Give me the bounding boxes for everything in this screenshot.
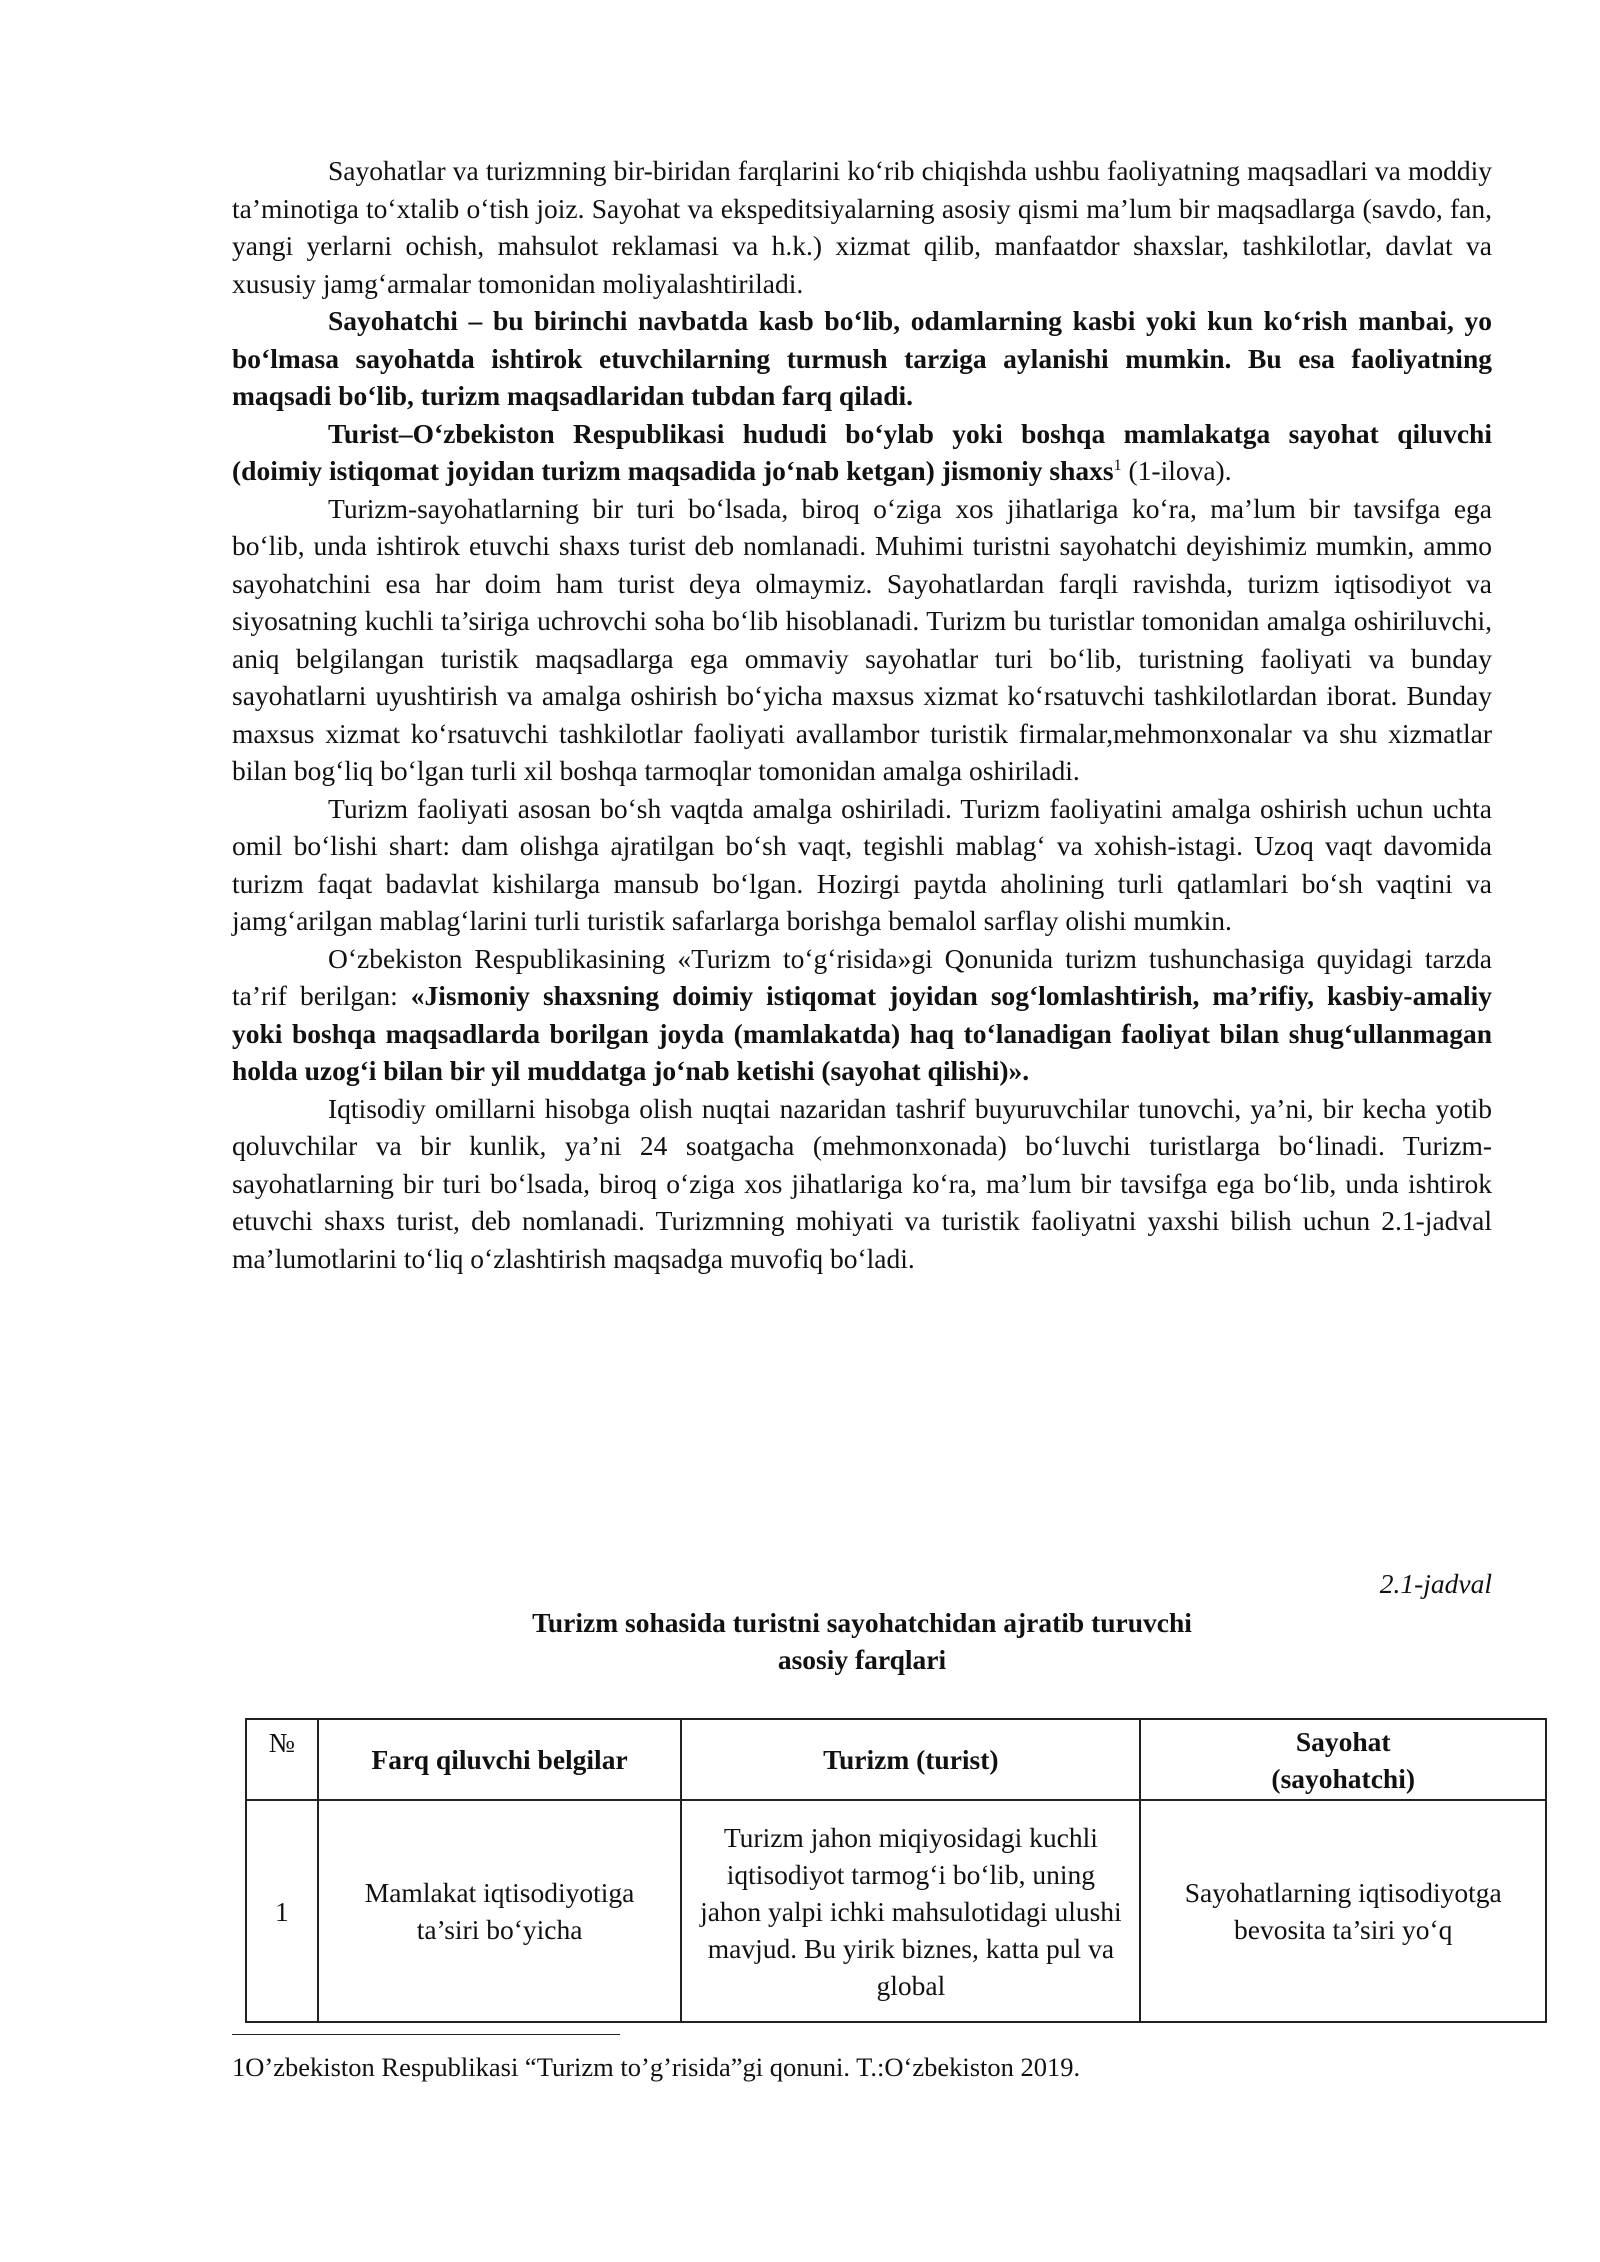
footnote-ref[interactable]: 1 (1113, 457, 1122, 474)
paragraph-6 (232, 940, 1492, 1090)
header-features: Farq qiluvchi belgilar (318, 1719, 681, 1800)
differences-table (245, 1718, 1547, 2023)
table-title-line-1: Turizm sohasida turistni sayohatchidan ajratib turuvchi (532, 1607, 1192, 1638)
table-title (232, 1604, 1492, 1678)
header-travel-line-1: Sayohat (1295, 1725, 1391, 1757)
paragraph-4: Turizm-sayohatlarning bir turi bo‘lsada, biroq o‘ziga xos jihatlariga ko‘ra, ma’lum bir tavsifga ega bo‘lib, unda ishtirok etuvchi shaxs turist deb nomlanadi. Muhimi turistni sayohatchi deyishimiz mumkin, ammo sayohatchini esa har doim ham turist deya olmaymiz. Sayohatlardan farqli ravishda, turizm iqtisodiyot va siyosatning kuchli ta’siriga uchrovchi soha bo‘lib hisoblanadi. Turizm bu turistlar tomonidan amalga oshiriluvchi, aniq belgilangan turistik maqsadlarga ega ommaviy sayohatlar turi bo‘lib, turistning faoliyati va bunday sayohatlarni uyushtirish va amalga oshirish bo‘yicha maxsus xizmat ko‘rsatuvchi tashkilotlardan iborat. Bunday maxsus xizmat ko‘rsatuvchi tashkilotlar faoliyati avallambor turistik firmalar,mehmonxonalar va shu xizmatlar bilan bog‘liq bo‘lgan turli xil boshqa tarmoqlar tomonidan amalga oshiriladi. (232, 492, 1492, 786)
paragraph-1: Sayohatlar va turizmning bir-biridan farqlarini ko‘rib chiqishda ushbu faoliyatning maqsadlari va moddiy ta’minotiga to‘xtalib o‘tish joiz. Sayohat va ekspeditsiyalarning asosiy qismi ma’lum bir maqsadlarga (savdo, fan, yangi yerlarni ochish, mahsulot reklamasi va h.k.) xizmat qilib, manfaatdor shaxslar, tashkilotlar, davlat va xususiy jamg‘armalar tomonidan moliyalashtiriladi. (232, 155, 1492, 299)
paragraph-3-tail: (1-ilova). (1121, 455, 1232, 486)
header-travel-line-2: (sayohatchi) (1271, 1762, 1416, 1794)
header-travel (1140, 1719, 1546, 1800)
table-row (246, 1800, 1546, 2022)
cell-number: 1 (246, 1800, 318, 2022)
law-definition: «Jismoniy shaxsning doimiy istiqomat joyidan sog‘lomlashtirish, ma’rifiy, kasbiy-amaliy yoki boshqa maqsadlarda borilgan joyda (mamlakatda) haq to‘lanadigan faoliyat bilan shug‘ullanmagan holda uzog‘i bilan bir yil muddatga jo‘nab ketishi (sayohat qilishi)». (232, 980, 1493, 1086)
paragraph-3 (232, 415, 1492, 490)
footnote: 1O’zbekiston Respublikasi “Turizm to’g’risida”gi qonuni. T.:O‘zbekiston 2019. (232, 2052, 1081, 2082)
cell-feature (318, 1800, 681, 2022)
paragraph-6-plain: O‘zbekiston Respublikasining «Turizm to‘g‘risida»gi Qonunida turizm tushunchasiga quyidagi tarzda ta’rif berilgan: (232, 942, 1492, 1011)
tourist-definition: Turist–O‘zbekiston Respublikasi hududi bo‘ylab yoki boshqa mamlakatga sayohat qiluvchi (doimiy istiqomat joyidan turizm maqsadida jo‘nab ketgan) jismoniy shaxs (232, 417, 1492, 486)
paragraph-7: Iqtisodiy omillarni hisobga olish nuqtai nazaridan tashrif buyuruvchilar tunovchi, ya’ni, bir kecha yotib qoluvchilar va bir kunlik, ya’ni 24 soatgacha (mehmonxonada) bo‘luvchi turistlarga bo‘linadi. Turizm-sayohatlarning bir turi bo‘lsada, biroq o‘ziga xos jihatlariga ko‘ra, ma’lum bir tavsifga ega bo‘lib, unda ishtirok etuvchi shaxs turist, deb nomlanadi. Turizmning mohiyati va turistik faoliyatni yaxshi bilish uchun 2.1-jadval ma’lumotlarini to‘liq o‘zlashtirish maqsadga muvofiq bo‘ladi. (232, 1092, 1492, 1274)
cell-tourism-text: Turizm jahon miqiyosidagi kuchli iqtisodiyot tarmog‘i bo‘lib, uning jahon yalpi ichki mahsulotidagi ulushi mavjud. Bu yirik biznes, katta pul va global (700, 1821, 1122, 2001)
cell-travel-text: Sayohatlarning iqtisodiyotga bevosita ta’siri yo‘q (1184, 1877, 1502, 1945)
table-title-line-2: asosiy farqlari (777, 1644, 947, 1675)
table-header-row (246, 1719, 1546, 1800)
body-text (232, 152, 1492, 1277)
header-tourism: Turizm (turist) (681, 1719, 1140, 1800)
paragraph-2-bold: Sayohatchi – bu birinchi navbatda kasb bo‘lib, odamlarning kasbi yoki kun ko‘rish manbai, yo bo‘lmasa sayohatda ishtirok etuvchilarning turmush tarziga aylanishi mumkin. Bu esa faoliyatning maqsadi bo‘lib, turizm maqsadlaridan tubdan farq qiladi. (232, 305, 1492, 411)
paragraph-2 (232, 302, 1492, 415)
paragraph-5: Turizm faoliyati asosan bo‘sh vaqtda amalga oshiriladi. Turizm faoliyatini amalga oshirish uchun uchta omil bo‘lishi shart: dam olishga ajratilgan bo‘sh vaqt, tegishli mablag‘ va xohish-istagi. Uzoq vaqt davomida turizm faqat badavlat kishilarga mansub bo‘lgan. Hozirgi paytda aholining turli qatlamlari bo‘sh vaqtini va jamg‘arilgan mablag‘larini turli turistik safarlarga borishga bemalol sarflay olishi mumkin. (232, 792, 1492, 936)
cell-tourism (681, 1800, 1140, 2022)
table-caption: 2.1-jadval (1379, 1568, 1492, 1599)
header-number: № (246, 1719, 318, 1800)
footnote-separator (232, 2034, 620, 2035)
cell-travel (1140, 1800, 1546, 2022)
cell-feature-text: Mamlakat iqtisodiyotiga ta’siri bo‘yicha (364, 1877, 635, 1945)
